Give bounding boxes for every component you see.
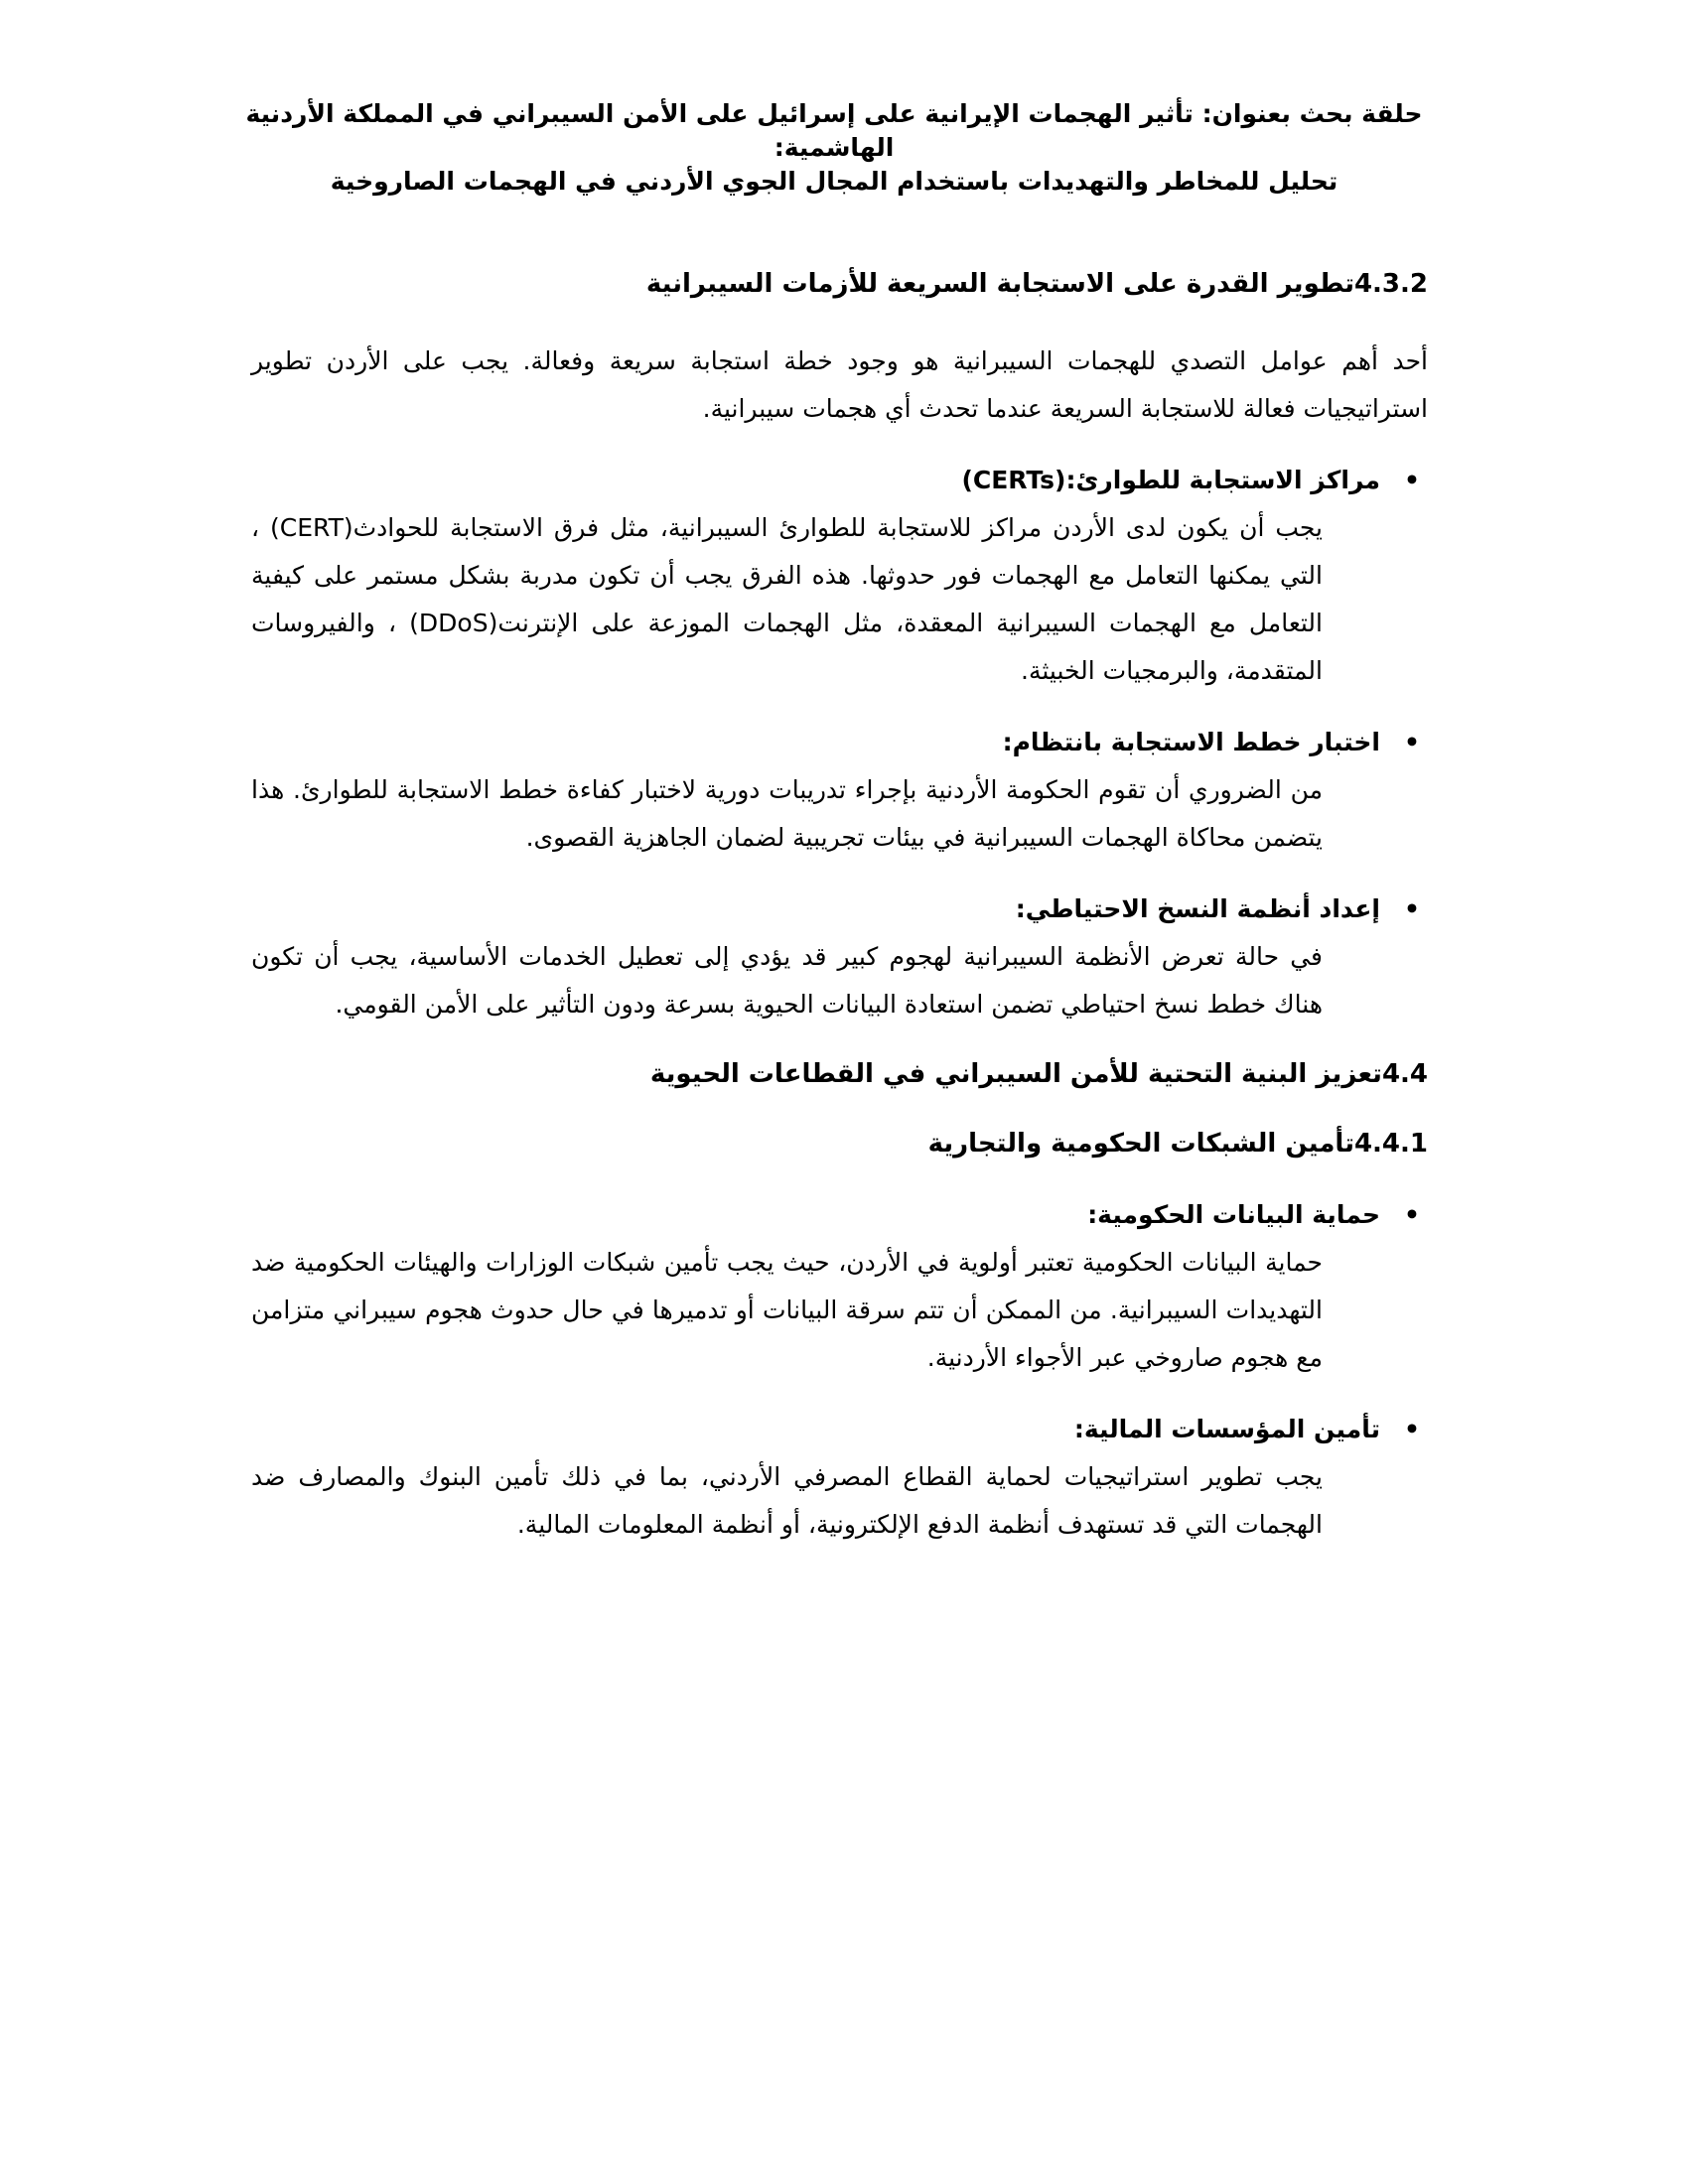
bullet-title [251, 886, 1428, 933]
document-title-line-2: تحليل للمخاطر والتهديدات باستخدام المجال الجوي الأردني في الهجمات الصاروخية [330, 167, 1338, 196]
bullet-item-government-data [251, 1191, 1428, 1382]
bullet-item-testing-plans [251, 719, 1428, 862]
bullet-body: في حالة تعرض الأنظمة السيبرانية لهجوم كبير قد يؤدي إلى تعطيل الخدمات الأساسية، يجب أن تكون هناك خطط نسخ احتياطي تضمن استعادة البيانات الحيوية بسرعة ودون التأثير على الأمن القومي. [251, 942, 1323, 1019]
bullet-title-text: مراكز الاستجابة للطوارئ:(CERTs) [961, 466, 1380, 494]
section-heading-4-4-1: 4.4.1تأمين الشبكات الحكومية والتجارية [927, 1129, 1428, 1159]
bullet-title-text: إعداد أنظمة النسخ الاحتياطي: [1015, 894, 1380, 923]
bullet-body: يجب أن يكون لدى الأردن مراكز للاستجابة للطوارئ السيبرانية، مثل فرق الاستجابة للحوادث(CERT) ، التي يمكنها التعامل مع الهجمات فور حدوثها. هذه الفرق يجب أن تكون مدربة بشكل مستمر على كيفية التعامل مع الهجمات السيبرانية المعقدة، مثل الهجمات الموزعة على الإنترنت(DDoS) ، والفيروسات المتقدمة، والبرمجيات الخبيثة. [251, 513, 1323, 685]
bullet-body: من الضروري أن تقوم الحكومة الأردنية بإجراء تدريبات دورية لاختبار كفاءة خطط الاستجابة للطوارئ. هذا يتضمن محاكاة الهجمات السيبرانية في بيئات تجريبية لضمان الجاهزية القصوى. [251, 775, 1323, 852]
bullet-body: حماية البيانات الحكومية تعتبر أولوية في الأردن، حيث يجب تأمين شبكات الوزارات والهيئات الحكومية ضد التهديدات السيبرانية. من الممكن أن تتم سرقة البيانات أو تدميرها في حال حدوث هجوم سيبراني متزامن مع هجوم صاروخي عبر الأجواء الأردنية. [251, 1248, 1323, 1372]
bullet-dot-icon: • [1404, 894, 1420, 923]
bullet-item-certs [251, 457, 1428, 695]
bullet-dot-icon: • [1404, 1415, 1420, 1443]
bullet-dot-icon: • [1404, 466, 1420, 494]
bullet-title [251, 457, 1428, 504]
bullet-title [251, 719, 1428, 766]
bullet-title [251, 1406, 1428, 1453]
bullet-item-backup-systems [251, 886, 1428, 1028]
section-heading-4-3-2: 4.3.2تطوير القدرة على الاستجابة السريعة للأزمات السيبرانية [645, 269, 1428, 299]
bullet-item-financial-institutions [251, 1406, 1428, 1549]
bullet-title [251, 1191, 1428, 1239]
document-body [251, 260, 1428, 1549]
bullet-title-text: اختبار خطط الاستجابة بانتظام: [1002, 728, 1380, 756]
document-title [199, 97, 1470, 199]
document-title-line-1: حلقة بحث بعنوان: تأثير الهجمات الإيرانية على إسرائيل على الأمن السيبراني في المملكة الأردنية الهاشمية: [245, 99, 1423, 162]
bullet-title-text: حماية البيانات الحكومية: [1087, 1200, 1380, 1229]
section-heading-4-4: 4.4تعزيز البنية التحتية للأمن السيبراني في القطاعات الحيوية [649, 1059, 1428, 1089]
bullet-dot-icon: • [1404, 1200, 1420, 1229]
section-intro-paragraph: أحد أهم عوامل التصدي للهجمات السيبرانية هو وجود خطة استجابة سريعة وفعالة. يجب على الأردن تطوير استراتيجيات فعالة للاستجابة السريعة عندما تحدث أي هجمات سيبرانية. [251, 346, 1428, 423]
bullet-title-text: تأمين المؤسسات المالية: [1073, 1415, 1380, 1443]
bullet-body: يجب تطوير استراتيجيات لحماية القطاع المصرفي الأردني، بما في ذلك تأمين البنوك والمصارف ضد الهجمات التي قد تستهدف أنظمة الدفع الإلكترونية، أو أنظمة المعلومات المالية. [251, 1462, 1323, 1539]
bullet-dot-icon: • [1404, 728, 1420, 756]
